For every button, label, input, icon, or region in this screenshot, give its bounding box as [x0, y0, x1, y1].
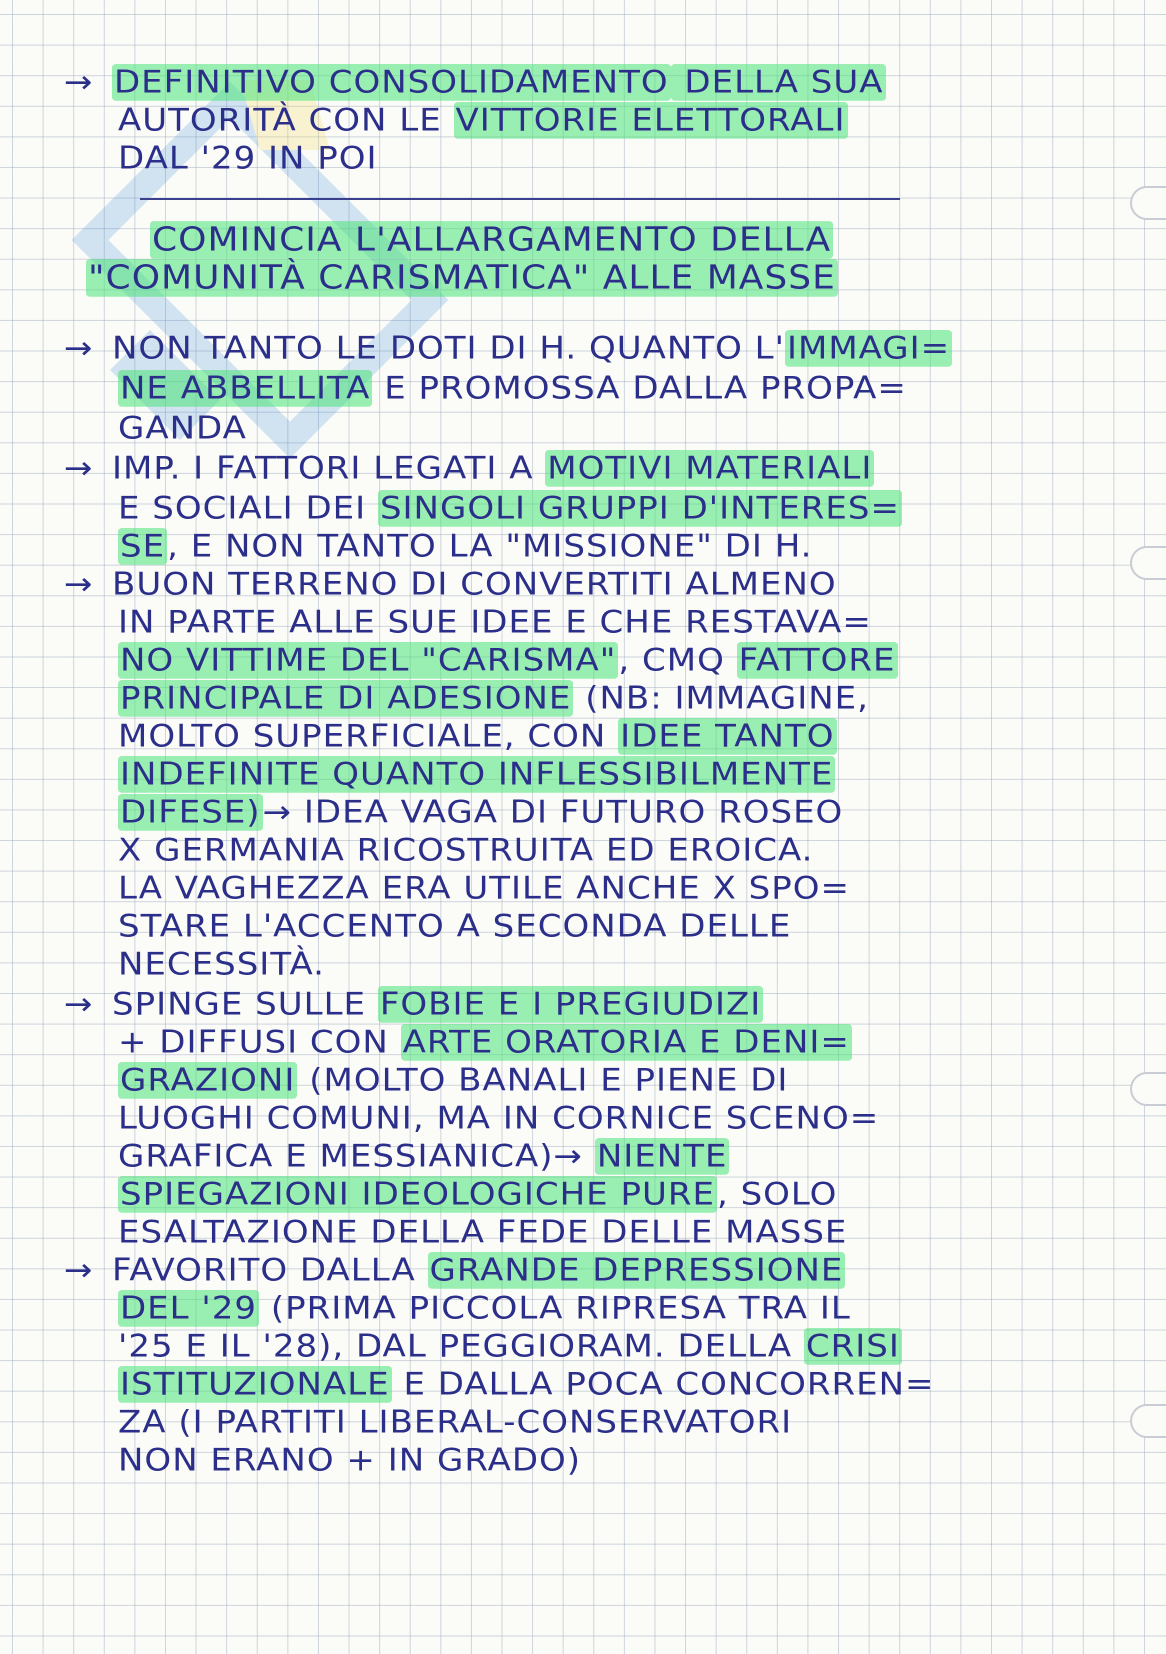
note-text: AUTORITÀ CON LE [118, 102, 454, 139]
note-text: NON TANTO LE DOTI DI H. QUANTO L' [112, 330, 785, 367]
note-line [118, 718, 837, 755]
note-text: LUOGHI COMUNI, MA IN CORNICE SCENO= [118, 1100, 880, 1137]
note-line [64, 330, 952, 367]
note-text: NECESSITÀ. [118, 946, 325, 983]
highlighted-text: INDEFINITE QUANTO INFLESSIBILMENTE [120, 756, 834, 793]
section-divider [140, 198, 900, 200]
note-line [118, 794, 843, 831]
highlighted-text: MOTIVI MATERIALI [547, 450, 873, 487]
note-text: GANDA [118, 410, 247, 447]
note-line [118, 1328, 902, 1365]
highlighted-text: DIFESE) [120, 794, 261, 831]
highlighted-text: GRANDE DEPRESSIONE [429, 1252, 844, 1289]
highlighted-text: NE ABBELLITA [120, 370, 371, 407]
highlighted-text: SE [120, 528, 166, 565]
note-line [118, 1100, 879, 1137]
highlighted-text: GRAZIONI [120, 1062, 296, 1099]
highlighted-text: "COMUNITÀ CARISMATICA" ALLE MASSE [88, 259, 836, 297]
highlighted-text: NIENTE [596, 1138, 728, 1175]
highlighted-text: DELLA SUA [672, 64, 884, 101]
note-line [118, 1442, 581, 1479]
highlighted-text: SPIEGAZIONI IDEOLOGICHE PURE [120, 1176, 715, 1213]
note-text: ESALTAZIONE DELLA FEDE DELLE MASSE [118, 1214, 848, 1251]
binder-hole [1130, 546, 1166, 580]
note-line [64, 986, 763, 1023]
note-line [118, 1138, 729, 1175]
note-line [118, 1404, 792, 1441]
note-text: IN PARTE ALLE SUE IDEE E CHE RESTAVA= [118, 604, 872, 641]
note-text: (NB: IMMAGINE, [573, 680, 869, 717]
note-text: NON ERANO + IN GRADO) [118, 1442, 582, 1479]
note-text: STARE L'ACCENTO A SECONDA DELLE [118, 908, 792, 945]
note-text: + DIFFUSI CON [118, 1024, 401, 1061]
arrow-icon: → [64, 986, 94, 1023]
highlighted-text: IDEE TANTO [620, 718, 835, 755]
note-text: SPINGE SULLE [112, 986, 378, 1023]
binder-hole [1130, 1404, 1166, 1438]
note-line [86, 260, 838, 297]
highlighted-text: DEFINITIVO CONSOLIDAMENTO [114, 64, 669, 101]
note-line [118, 102, 848, 139]
note-line [64, 450, 874, 487]
note-text: BUON TERRENO DI CONVERTITI ALMENO [112, 566, 837, 603]
note-text: '25 E IL '28), DAL PEGGIORAM. DELLA [118, 1328, 804, 1365]
note-text: DAL '29 IN POI [118, 140, 378, 177]
note-line [64, 566, 837, 603]
highlighted-text: VITTORIE ELETTORALI [455, 102, 846, 139]
binder-hole [1130, 186, 1166, 220]
note-line [118, 490, 902, 527]
note-line [118, 1024, 852, 1061]
note-line [118, 1176, 837, 1213]
note-text: FAVORITO DALLA [112, 1252, 428, 1289]
highlighted-text: PRINCIPALE DI ADESIONE [120, 680, 572, 717]
arrow-icon: → [64, 566, 94, 603]
note-line [118, 410, 247, 447]
highlighted-text: COMINCIA L'ALLARGAMENTO DELLA [152, 221, 832, 259]
note-text: → IDEA VAGA DI FUTURO ROSEO [262, 794, 844, 831]
arrow-icon: → [64, 1252, 94, 1289]
note-line [118, 1214, 847, 1251]
note-line [118, 680, 869, 717]
note-text: GRAFICA E MESSIANICA)→ [118, 1138, 595, 1175]
note-text: MOLTO SUPERFICIALE, CON [118, 718, 619, 755]
note-text: E DALLA POCA CONCORREN= [391, 1366, 935, 1403]
note-text: X GERMANIA RICOSTRUITA ED EROICA. [118, 832, 814, 869]
note-text: LA VAGHEZZA ERA UTILE ANCHE X SPO= [118, 870, 851, 907]
note-line [118, 908, 791, 945]
note-line [118, 642, 898, 679]
note-text: (MOLTO BANALI E PIENE DI [297, 1062, 789, 1099]
highlighted-text: IMMAGI= [786, 330, 951, 367]
arrow-icon: → [64, 64, 94, 101]
note-line [118, 528, 812, 565]
note-line [118, 946, 325, 983]
highlighted-text: ISTITUZIONALE [120, 1366, 390, 1403]
binder-hole [1130, 1072, 1166, 1106]
note-line [64, 1252, 845, 1289]
highlighted-text: FATTORE [738, 642, 896, 679]
note-line [118, 1366, 935, 1403]
highlighted-text: SINGOLI GRUPPI D'INTERES= [379, 490, 900, 527]
note-text: ZA (I PARTITI LIBERAL-CONSERVATORI [118, 1404, 793, 1441]
arrow-icon: → [64, 450, 94, 487]
note-text: E SOCIALI DEI [118, 490, 378, 527]
arrow-icon: → [64, 330, 94, 367]
note-text: , SOLO [716, 1176, 838, 1213]
highlighted-text: NO VITTIME DEL "CARISMA" [120, 642, 617, 679]
note-line [118, 756, 835, 793]
note-line [118, 832, 814, 869]
note-text: , CMQ [618, 642, 737, 679]
note-line [118, 370, 907, 407]
highlighted-text: FOBIE E I PREGIUDIZI [379, 986, 762, 1023]
note-line [64, 64, 886, 101]
highlighted-text: CRISI [805, 1328, 900, 1365]
note-text: (PRIMA PICCOLA RIPRESA TRA IL [259, 1290, 851, 1327]
highlighted-text: DEL '29 [120, 1290, 258, 1327]
note-text: E PROMOSSA DALLA PROPA= [372, 370, 907, 407]
note-line [118, 140, 378, 177]
note-line [118, 1290, 851, 1327]
note-line [118, 1062, 788, 1099]
note-text: IMP. I FATTORI LEGATI A [112, 450, 546, 487]
note-line [118, 604, 872, 641]
highlighted-text: ARTE ORATORIA E DENI= [402, 1024, 850, 1061]
note-line [150, 222, 833, 259]
note-line [118, 870, 850, 907]
note-text: , E NON TANTO LA "MISSIONE" DI H. [167, 528, 813, 565]
